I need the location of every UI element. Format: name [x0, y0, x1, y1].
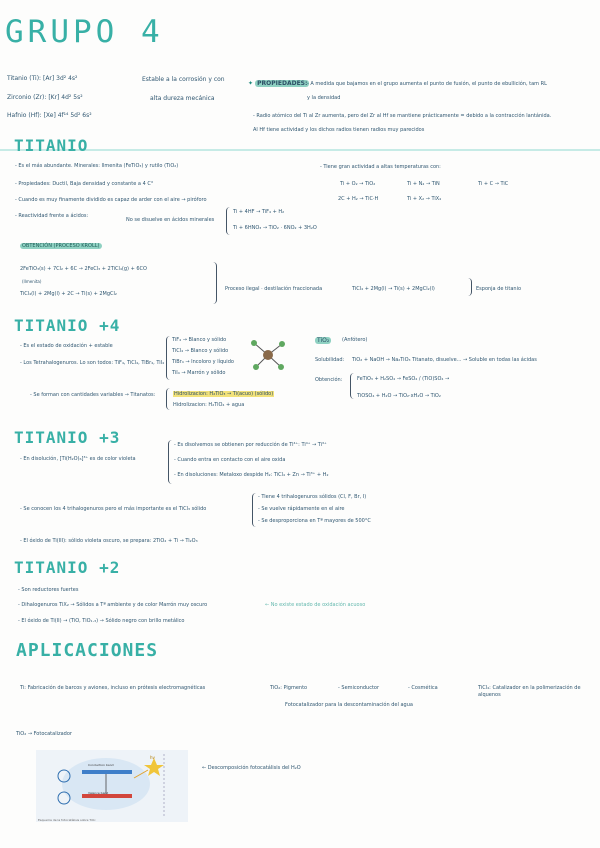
photocatalysis-diagram	[36, 750, 188, 822]
heading-ti4: TITANIO +4	[14, 316, 121, 335]
diagram-tag-hv: hv	[150, 755, 155, 760]
halide-4: TiI₄ → Marrón y sólido	[172, 370, 226, 376]
ti2-line-1: - Son reductores fuertes	[18, 587, 79, 593]
diagram-label: ← Descomposición fotocatálisis del H₂O	[202, 765, 301, 771]
app-tio2-1: TiO₂: Pigmento	[270, 685, 308, 691]
obtain-ilmenita: (Ilmenita)	[22, 279, 42, 284]
hydrolysis-1	[173, 391, 274, 398]
diagram-tag-cb: Conduction band	[88, 763, 114, 767]
props-line-4: Al Hf tiene actividad y los dichos radios tienen radios muy parecidos	[253, 127, 425, 133]
halide-1: TiF₄ → Blanco y sólido	[172, 337, 227, 343]
ti-bullet-3: - Cuando es muy finamente dividido es capaz de arder con el aire → piróforo	[15, 197, 207, 203]
stable-note-2: alta dureza mecánica	[150, 95, 215, 102]
ti3-halide-note-1: - Tiene 4 trihalogenuros sólidos (Cl, F, Br, I)	[258, 494, 367, 500]
heading-ti3: TITANIO +3	[14, 428, 121, 447]
solubility-line: TiO₂ + NaOH → Na₂TiO₃ Titanato, disuelve... → Soluble en todas las ácidas	[352, 357, 537, 363]
process-end: Esponja de titanio	[476, 286, 522, 292]
app-ticl4: TiCl₄: Catalizador en la polimerización de alquenos	[478, 685, 581, 698]
config-ti: Titanio (Ti): [Ar] 3d² 4s²	[7, 75, 78, 82]
app-tio2-2: - Semiconductor	[338, 685, 380, 691]
ticl4-molecule-icon	[248, 338, 288, 372]
tio2-eq-1: FeTiO₃ + H₂SO₄ → FeSO₄ / (TiO)SO₄ →	[357, 376, 450, 382]
ti3-halide-brace	[252, 493, 257, 527]
tio2-obtain-label: Obtención:	[315, 377, 343, 383]
tio2-label	[315, 337, 331, 345]
acid-eq-2: Ti + 6HNO₃ → TiO₂ · 6NO₂ + 3H₂O	[233, 225, 317, 231]
ti2-line-3: - El óxido de Ti(II) → (TiO, TiO₁.₃) → Sólido negro con brillo metálico	[18, 618, 185, 624]
ti4-bullet-2: - Los Tetrahalogenuros. Lo son todos: TiF₄, TiCl₄, TiBr₄, TiI₄	[20, 360, 165, 366]
tio2-label-text: TiO₂	[317, 337, 330, 344]
heading-aplicaciones: APLICACIONES	[16, 640, 159, 661]
ht-eq-3: Ti + C → TiC	[478, 181, 509, 187]
halide-2: TiCl₄ → Blanco y sólido	[172, 348, 229, 354]
process-eq: TiCl₄ + 2Mg(l) → Ti(s) + 2MgCl₂(l)	[352, 286, 435, 292]
ht-eq-1: Ti + O₂ → TiO₂	[340, 181, 376, 187]
halide-3: TiBr₄ → Incoloro y líquido	[172, 359, 234, 365]
ti2-line-2: - Dihalogenuros TiX₂ → Sólidos a Tª ambiente y de color Marrón muy oscuro	[18, 602, 208, 608]
ht-eq-4: 2C + H₂ → TiC·H	[338, 196, 379, 202]
ti-bullet-4: - Reactividad frente a ácidos:	[15, 213, 89, 219]
props-label-text: PROPIEDADES:	[257, 80, 308, 87]
ti3-halide-note-3: - Se desproporciona en Tª mayores de 500°C	[258, 518, 371, 524]
tio2-note: (Anfótero)	[342, 337, 368, 343]
solubility-label: Solubilidad:	[315, 357, 345, 363]
ti3-bullet: - En disolución, [Ti(H₂O)₆]³⁺ es de color violeta	[20, 456, 136, 462]
ti3-note-1: - Es disolvemos se obtienen por reducción de Ti⁴⁺: Ti⁴⁺ → Ti³⁺	[174, 442, 327, 448]
hydrolysis-2: Hidrolizacion: H₂TiO₄ + agua	[173, 402, 245, 408]
ti3-note-3: - En disoluciones: Metaloxo despide H₂: TiCl₄ + Zn → Ti³⁺ + H₂	[174, 472, 329, 478]
obtain-eq-1: 2FeTiO₃(s) + 7Cl₂ + 6C → 2FeCl₃ + 2TiCl₄(g) + 6CO	[20, 266, 147, 272]
obtain-brace	[210, 262, 217, 304]
props-label: ✦ PROPIEDADES:	[248, 80, 308, 87]
process-brace	[466, 278, 472, 296]
ti3-halide-note-2: - Se vuelve rápidamente en el aire	[258, 506, 345, 512]
acid-eq-1: Ti + 4HF → TiF₄ + H₂	[233, 209, 285, 215]
ht-eq-5: Ti + X₂ → TiX₄	[407, 196, 442, 202]
ti3-halide-line: - Se conocen los 4 trihalogenuros pero el más importante es el TiCl₃ sólido	[20, 506, 207, 512]
stable-note-1: Estable a la corrosión y con	[142, 76, 225, 83]
tio2-obtain-brace	[350, 373, 355, 399]
hydrolysis-1-text: Hidrolizacion: H₂TiO₃ → Ti(acuo) (sólido)	[174, 391, 274, 397]
page-title: GRUPO 4	[5, 14, 164, 50]
acid-brace	[226, 207, 232, 235]
props-line-1: - A medida que bajamos en el grupo aumenta el punto de fusión, el punto de ebullición, tam RL	[307, 81, 547, 87]
props-line-2: y la densidad	[307, 95, 341, 101]
ti-bullet-1: - Es el más abundante. Minerales: Ilmenita (FeTiO₃) y rutilo (TiO₂)	[15, 163, 179, 169]
app-tio2-note: Fotocatalizador para la descontaminación del agua	[285, 702, 413, 708]
acid-note: No se disuelve en ácidos minerales	[126, 217, 215, 223]
hydrolysis-brace	[166, 388, 171, 410]
obtain-label-text: OBTENCIÓN (PROCESO KROLL)	[22, 243, 100, 249]
props-line-3: - Radio atómico del Ti al Zr aumenta, pero del Zr al Hf se mantiene prácticamente = debido a la contracción lantánida.	[253, 113, 552, 119]
app-ti: Ti: Fabricación de barcos y aviones, incluso en prótesis electromagnéticas	[20, 685, 206, 691]
heading-titanio: TITANIO	[14, 136, 89, 155]
diagram-tag-vb: Valence band	[88, 791, 109, 795]
config-hf: Hafnio (Hf): [Xe] 4f¹⁴ 5d² 6s²	[7, 112, 92, 119]
config-zr: Zirconio (Zr): [Kr] 4d² 5s²	[7, 94, 83, 101]
diagram-caption: Esquema de la fotocatálisis sobre TiO₂	[38, 818, 96, 822]
section-rule	[0, 149, 600, 151]
app-tio2-3: - Cosmética	[408, 685, 438, 691]
high-temp-label: - Tiene gran actividad a altas temperaturas con:	[320, 164, 441, 170]
process-note: Proceso ilegal · destilación fraccionada	[225, 286, 323, 292]
ti3-note-2: - Cuando entra en contacto con el aire oxida	[174, 457, 286, 463]
obtain-eq-2: TiCl₄(l) + 2Mg(l) + 2C → Ti(s) + 2MgCl₂	[20, 291, 117, 297]
obtain-label	[20, 243, 102, 250]
ti4-bullet-1: - Es el estado de oxidación + estable	[20, 343, 113, 349]
ht-eq-2: Ti + N₂ → TiN	[407, 181, 440, 187]
tio2-eq-2: TiOSO₄ + H₂O → TiO₂·xH₂O → TiO₂	[357, 393, 441, 399]
hydrolysis-label: - Se forman con cantidades variables → Titanatos:	[30, 392, 156, 398]
ti2-side-note: ← No existe estado de oxidación acuoso	[265, 602, 366, 608]
photo-label: TiO₂ → Fotocatalizador	[16, 731, 72, 737]
heading-ti2: TITANIO +2	[14, 558, 121, 577]
ti3-oxide-line: - El óxido de Ti(III): sólido violeta oscuro, se prepara: 2TiO₂ + Ti → Ti₂O₃	[20, 538, 198, 544]
ti-bullet-2: - Propiedades: Ductil, Baja densidad y constante a 4 C°	[15, 181, 154, 187]
